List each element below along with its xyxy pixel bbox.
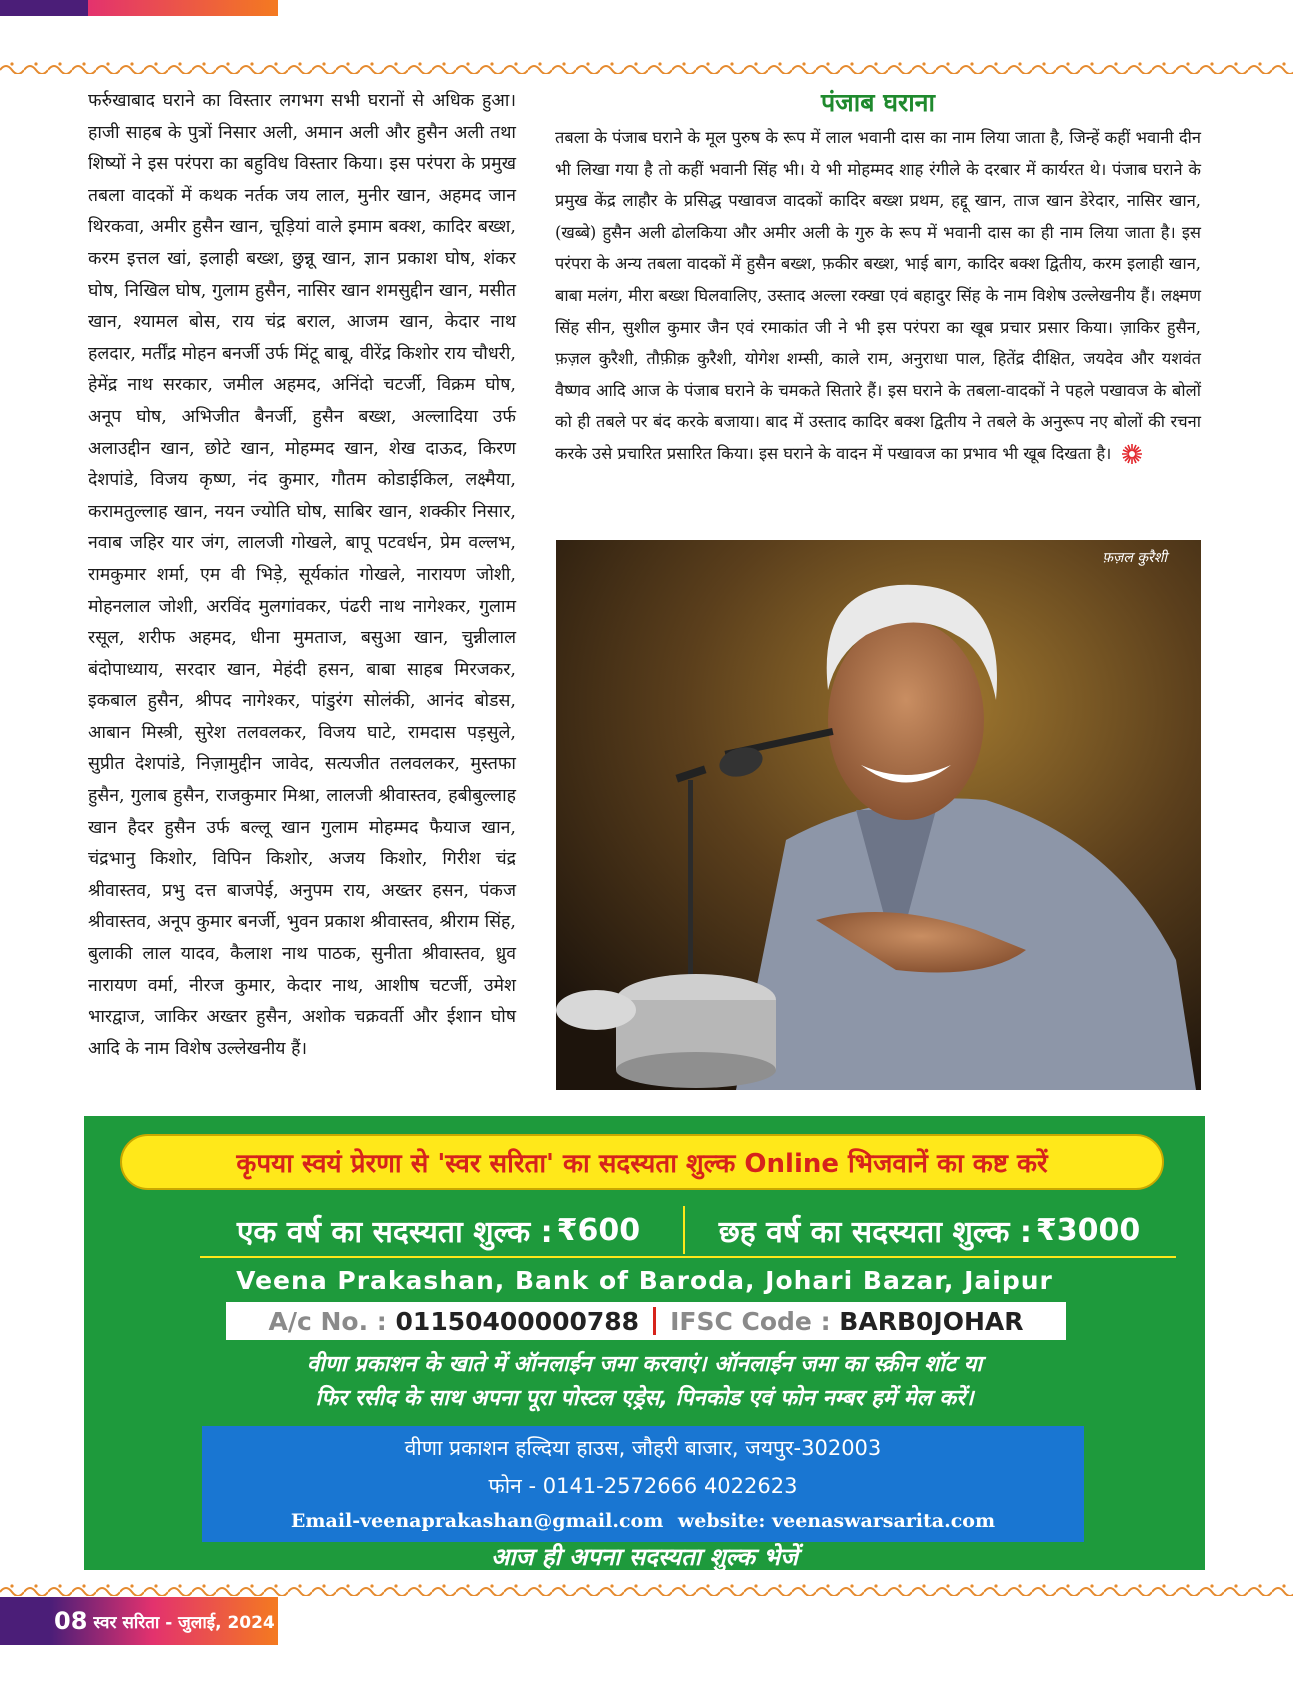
magazine-issue: स्वर सरिता - जुलाई, 2024	[93, 1612, 275, 1633]
subscription-headline: कृपया स्वयं प्रेरणा से 'स्वर सरिता' का सदस्यता शुल्क Online भिजवानें का कष्ट करें	[120, 1134, 1164, 1190]
fee-one-year	[194, 1200, 683, 1260]
page-footer	[0, 1597, 278, 1645]
email-link[interactable]: Email-veenaprakashan@gmail.com	[290, 1510, 664, 1532]
right-column-body	[555, 122, 1201, 470]
page-number: 08	[54, 1607, 88, 1635]
ifsc-label: IFSC Code :	[670, 1306, 831, 1336]
payment-note-line-1: वीणा प्रकाशन के खाते में ऑनलाईन जमा करवाएं। ऑनलाईन जमा का स्क्रीन शॉट या	[306, 1352, 983, 1377]
fee-six-value: ₹3000	[1035, 1212, 1141, 1248]
bank-details: Veena Prakashan, Bank of Baroda, Johari Bazar, Jaipur	[236, 1266, 1053, 1295]
postal-address: वीणा प्रकाशन हल्दिया हाउस, जौहरी बाजार, जयपुर-302003	[404, 1436, 882, 1460]
photo-caption: फ़ज़ल कुरैशी	[1102, 550, 1167, 566]
left-column-text: फर्रुखाबाद घराने का विस्तार लगभग सभी घरानों से अधिक हुआ। हाजी साहब के पुत्रों निसार अली, अमान अली और हुसैन अली तथा शिष्यों ने इस परंपरा का बहुविध विस्तार किया। इस परंपरा के प्रमुख तबला वादकों में कथक नर्तक जय लाल, मुनीर खान, अहमद जान थिरकवा, अमीर हुसैन खान, चूड़ियां वाले इमाम बक्श, कादिर बख्श, करम इत्तल खां, इलाही बख्श, छुन्नू खान, ज्ञान प्रकाश घोष, शंकर घोष, निखिल घोष, गुलाम हुसैन, नासिर खान शमसुद्दीन खान, मसीत खान, श्यामल बोस, राय चंद्र बराल, आजम खान, केदार नाथ हलदार, मर्तींद्र मोहन बनर्जी उर्फ मिंटू बाबू, वीरेंद्र किशोर राय चौधरी, हेमेंद्र नाथ सरकार, जमील अहमद, अनिंदो चटर्जी, विक्रम घोष, अनूप घोष, अभिजीत बैनर्जी, हुसैन बख्श, अल्लादिया उर्फ अलाउद्दीन खान, छोटे खान, मोहम्मद खान, शेख दाऊद, किरण देशपांडे, विजय कृष्ण, नंद कुमार, गौतम कोडाईकिल, लक्ष्मैया, करामतुल्लाह खान, नयन ज्योति घोष, साबिर खान, शक्कीर निसार, नवाब जहिर यार जंग, लालजी गोखले, बापू पटवर्धन, प्रेम वल्लभ, रामकुमार शर्मा, एम वी भिड़े, सूर्यकांत गोखले, नारायण जोशी, मोहनलाल जोशी, अरविंद मुलगांवकर, पंढरी नाथ नागेश्कर, गुलाम रसूल, शरीफ अहमद, धीना मुमताज, बसुआ खान, चुन्नीलाल बंदोपाध्याय, सरदार खान, मेहंदी हसन, बाबा साहब मिरजकर, इकबाल हुसैन, श्रीपद नागेश्कर, पांडुरंग सोलंकी, आनंद बोडस, आबान मिस्त्री, सुरेश तलवलकर, विजय घाटे, रामदास पड़सुले, सुप्रीत देशपांडे, निज़ामुद्दीन जावेद, सत्यजीत तलवलकर, मुस्तफा हुसैन, गुलाब हुसैन, राजकुमार मिश्रा, लालजी श्रीवास्तव, हबीबुल्लाह खान हैदर हुसैन उर्फ बल्लू खान गुलाम मोहम्मद फैयाज खान, चंद्रभानु किशोर, विपिन किशोर, अजय किशोर, गिरीश चंद्र श्रीवास्तव, प्रभु दत्त बाजपेई, अनुपम राय, अख्तर हसन, पंकज श्रीवास्तव, अनूप कुमार बनर्जी, भुवन प्रकाश श्रीवास्तव, श्रीराम सिंह, बुलाकी लाल यादव, कैलाश नाथ पाठक, सुनीता श्रीवास्तव, ध्रुव नारायण वर्मा, नीरज कुमार, केदार नाथ, आशीष चटर्जी, उमेश भारद्वाज, जाकिर अख्तर हुसैन, अशोक चक्रवर्ती और ईशान घोष आदि के नाम विशेष उल्लेखनीय हैं।	[88, 91, 516, 1059]
right-column	[555, 86, 1201, 470]
right-column-text: तबला के पंजाब घराने के मूल पुरुष के रूप में लाल भवानी दास का नाम लिया जाता है, जिन्हें कहीं भवानी दीन भी लिखा गया है तो कहीं भवानी सिंह भी। ये भी मोहम्मद शाह रंगीले के दरबार में कार्यरत थे। पंजाब घराने के प्रमुख केंद्र लाहौर के प्रसिद्ध पखावज वादकों कादिर बख्श प्रथम, हद्दू खान, ताज खान डेरेदार, नासिर खान, (खब्बे) हुसैन अली ढोलकिया और अमीर अली के गुरु के रूप में भवानी दास का ही नाम लिया जाता है। इस परंपरा के अन्य तबला वादकों में हुसैन बख्श, फ़कीर बख्श, भाई बाग, कादिर बक्श द्वितीय, करम इलाही खान, बाबा मलंग, मीरा बख्श घिलवालिए, उस्ताद अल्ला रक्खा एवं बहादुर सिंह के नाम विशेष उल्लेखनीय हैं। लक्ष्मण सिंह सीन, सुशील कुमार जैन एवं रमाकांत जी ने भी इस परंपरा का खूब प्रचार प्रसार किया। ज़ाकिर हुसैन, फ़ज़ल कुरैशी, तौफ़ीक़ कुरैशी, योगेश शम्सी, काले राम, अनुराधा पाल, हितेंद्र दीक्षित, जयदेव और यशवंत वैष्णव आदि आज के पंजाब घराने के चमकते सितारे हैं। इस घराने के तबला-वादकों ने पहले पखावज के बोलों को ही तबले पर बंद करके बजाया। बाद में उस्ताद कादिर बक्श द्वितीय ने तबले के अनुरूप नए बोलों की रचना करके उसे प्रचारित प्रसारित किया। इस घराने के वादन में पखावज का प्रभाव भी खूब दिखता है।	[555, 128, 1201, 463]
ornamental-border-bottom	[0, 1582, 1293, 1596]
contact-box	[202, 1426, 1084, 1542]
fee-six-year	[685, 1200, 1174, 1260]
end-mark-icon	[1121, 443, 1143, 465]
payment-note-line-2: फिर रसीद के साथ अपना पूरा पोस्टल एड्रेस, पिनकोड एवं फोन नम्बर हमें मेल करें।	[315, 1386, 974, 1411]
account-number: 01150400000788	[395, 1306, 640, 1336]
website-link[interactable]: website: veenaswarsarita.com	[677, 1510, 996, 1532]
divider-line	[200, 1256, 1176, 1258]
subscription-panel	[84, 1116, 1205, 1570]
phone-numbers: फोन - 0141-2572666 4022623	[488, 1474, 798, 1498]
fee-one-label: एक वर्ष का सदस्यता शुल्क :	[236, 1214, 553, 1250]
account-label: A/c No. :	[268, 1306, 387, 1336]
fee-one-value: ₹600	[556, 1212, 641, 1248]
ornamental-border-top	[0, 60, 1293, 74]
account-box	[226, 1302, 1066, 1340]
fee-row	[194, 1200, 1174, 1260]
tabla-player-illustration	[556, 540, 1201, 1090]
ifsc-code: BARB0JOHAR	[839, 1306, 1024, 1336]
section-title: पंजाब घराना	[820, 88, 936, 117]
payment-note	[84, 1348, 1205, 1416]
fee-six-label: छह वर्ष का सदस्यता शुल्क :	[718, 1214, 1032, 1250]
closing-line: आज ही अपना सदस्यता शुल्क भेजें	[491, 1543, 798, 1571]
email-website	[202, 1504, 1084, 1538]
top-color-bar	[0, 0, 278, 16]
musician-photo	[556, 540, 1201, 1090]
account-divider	[653, 1307, 656, 1335]
